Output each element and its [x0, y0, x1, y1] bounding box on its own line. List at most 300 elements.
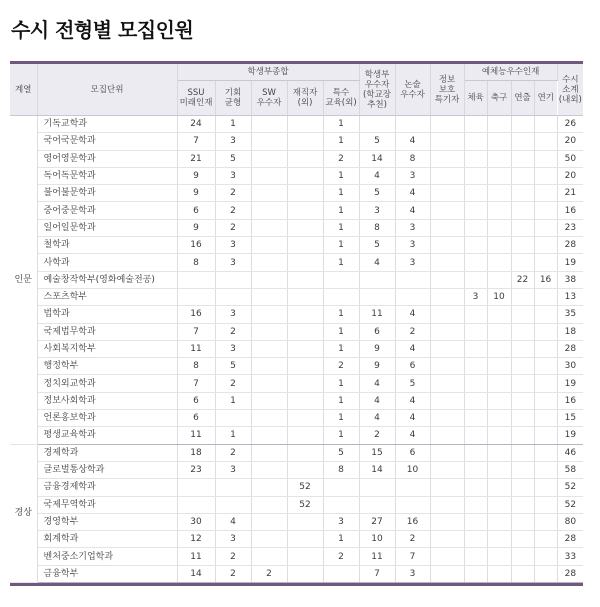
cell-value — [464, 444, 487, 461]
cell-value: 38 — [557, 271, 583, 288]
cell-value — [464, 254, 487, 271]
cell-value: 3 — [215, 531, 251, 548]
cell-value — [430, 513, 464, 530]
cell-value — [464, 565, 487, 582]
cell-value — [487, 185, 511, 202]
cell-value — [511, 288, 534, 305]
cell-value — [464, 133, 487, 150]
cell-value — [251, 271, 287, 288]
cell-value — [251, 219, 287, 236]
cell-value — [215, 496, 251, 513]
cell-value — [430, 288, 464, 305]
cell-value — [251, 150, 287, 167]
cell-value: 5 — [395, 375, 430, 392]
cell-value — [287, 288, 323, 305]
cell-value — [534, 340, 557, 357]
cell-value — [487, 116, 511, 133]
cell-value — [359, 116, 395, 133]
cell-value — [430, 531, 464, 548]
cell-value: 1 — [323, 237, 359, 254]
cell-value: 2 — [359, 427, 395, 444]
cell-value: 10 — [395, 461, 430, 478]
cell-value: 4 — [215, 513, 251, 530]
cell-value — [511, 323, 534, 340]
cell-value — [251, 254, 287, 271]
cell-value — [511, 496, 534, 513]
cell-value — [287, 323, 323, 340]
table-row — [10, 237, 583, 254]
cell-value: 9 — [177, 219, 215, 236]
cell-value: 7 — [359, 565, 395, 582]
cell-value — [287, 392, 323, 409]
cell-value: 16 — [557, 392, 583, 409]
cell-value: 5 — [323, 444, 359, 461]
cell-value — [251, 340, 287, 357]
cell-value — [534, 358, 557, 375]
unit-name: 국어국문학과 — [37, 133, 177, 150]
cell-value: 7 — [395, 548, 430, 565]
cell-value: 18 — [557, 323, 583, 340]
cell-value: 4 — [395, 185, 430, 202]
cell-value — [430, 496, 464, 513]
cell-value: 2 — [215, 375, 251, 392]
cell-value — [511, 150, 534, 167]
cell-value — [430, 219, 464, 236]
cell-value: 21 — [177, 150, 215, 167]
table-row — [10, 513, 583, 530]
header-pe: 체육 — [464, 81, 487, 116]
cell-value: 50 — [557, 150, 583, 167]
cell-value: 8 — [359, 219, 395, 236]
table-row — [10, 479, 583, 496]
cell-value: 4 — [395, 392, 430, 409]
cell-value — [287, 565, 323, 582]
cell-value — [534, 548, 557, 565]
cell-value: 4 — [359, 254, 395, 271]
cell-value — [511, 219, 534, 236]
admissions-table — [10, 64, 583, 583]
cell-value: 2 — [215, 548, 251, 565]
cell-value: 16 — [395, 513, 430, 530]
cell-value — [251, 167, 287, 184]
cell-value: 52 — [287, 479, 323, 496]
cell-value — [287, 306, 323, 323]
cell-value: 1 — [323, 185, 359, 202]
cell-value: 6 — [395, 358, 430, 375]
cell-value — [534, 392, 557, 409]
cell-value — [511, 392, 534, 409]
cell-value — [251, 513, 287, 530]
cell-value — [534, 375, 557, 392]
cell-value — [511, 375, 534, 392]
cell-value — [534, 427, 557, 444]
cell-value — [534, 133, 557, 150]
cell-value: 20 — [557, 167, 583, 184]
cell-value: 4 — [359, 392, 395, 409]
cell-value: 24 — [177, 116, 215, 133]
cell-value: 14 — [359, 461, 395, 478]
cell-value — [464, 461, 487, 478]
cell-value — [251, 496, 287, 513]
cell-value: 2 — [395, 323, 430, 340]
cell-value — [287, 254, 323, 271]
unit-name: 예술창작학부(영화예술전공) — [37, 271, 177, 288]
cell-value — [430, 202, 464, 219]
cell-value — [251, 288, 287, 305]
cell-value: 1 — [323, 133, 359, 150]
cell-value: 22 — [511, 271, 534, 288]
cell-value: 10 — [487, 288, 511, 305]
cell-value: 30 — [557, 358, 583, 375]
cell-value — [464, 479, 487, 496]
table-row — [10, 202, 583, 219]
cell-value — [534, 323, 557, 340]
cell-value: 80 — [557, 513, 583, 530]
cell-value — [251, 202, 287, 219]
cell-value: 1 — [323, 254, 359, 271]
cell-value — [430, 461, 464, 478]
table-row — [10, 219, 583, 236]
cell-value: 1 — [323, 167, 359, 184]
cell-value: 15 — [359, 444, 395, 461]
cell-value — [251, 375, 287, 392]
cell-value — [430, 444, 464, 461]
header-acting: 연기 — [534, 81, 557, 116]
table-row — [10, 323, 583, 340]
cell-value — [323, 288, 359, 305]
cell-value — [395, 479, 430, 496]
cell-value: 1 — [215, 427, 251, 444]
cell-value: 3 — [395, 565, 430, 582]
cell-value — [487, 392, 511, 409]
cell-value — [487, 496, 511, 513]
cell-value: 46 — [557, 444, 583, 461]
cell-value — [511, 479, 534, 496]
cell-value: 11 — [359, 548, 395, 565]
cell-value — [215, 288, 251, 305]
cell-value: 8 — [177, 254, 215, 271]
cell-value: 9 — [177, 167, 215, 184]
cell-value — [430, 392, 464, 409]
cell-value — [464, 271, 487, 288]
table-row — [10, 548, 583, 565]
cell-value — [487, 410, 511, 427]
cell-value — [511, 565, 534, 582]
unit-name: 국제무역학과 — [37, 496, 177, 513]
cell-value — [487, 358, 511, 375]
unit-name: 회계학과 — [37, 531, 177, 548]
cell-value: 19 — [557, 254, 583, 271]
cell-value — [464, 427, 487, 444]
cell-value: 2 — [215, 565, 251, 582]
cell-value: 2 — [395, 531, 430, 548]
cell-value: 12 — [177, 531, 215, 548]
cell-value — [464, 202, 487, 219]
cell-value: 1 — [323, 306, 359, 323]
cell-value — [430, 150, 464, 167]
cell-value: 7 — [177, 375, 215, 392]
cell-value — [511, 427, 534, 444]
cell-value — [511, 444, 534, 461]
page-title: 수시 전형별 모집인원 — [11, 18, 194, 42]
cell-value — [534, 479, 557, 496]
cell-value — [511, 167, 534, 184]
cell-value: 27 — [359, 513, 395, 530]
table-body — [10, 116, 583, 583]
header-essay: 논술 우수자 — [395, 64, 430, 116]
cell-value: 9 — [359, 358, 395, 375]
cell-value: 13 — [557, 288, 583, 305]
cell-value: 8 — [323, 461, 359, 478]
cell-value — [287, 461, 323, 478]
cell-value: 6 — [359, 323, 395, 340]
header-special-education: 특수 교육(외) — [323, 81, 359, 116]
unit-name: 사학과 — [37, 254, 177, 271]
cell-value — [430, 271, 464, 288]
cell-value — [487, 202, 511, 219]
cell-value: 1 — [323, 427, 359, 444]
cell-value — [511, 531, 534, 548]
cell-value — [487, 444, 511, 461]
cell-value: 16 — [557, 202, 583, 219]
cell-value: 2 — [215, 444, 251, 461]
cell-value: 4 — [395, 133, 430, 150]
cell-value — [511, 461, 534, 478]
header-soccer: 축구 — [487, 81, 511, 116]
cell-value: 15 — [557, 410, 583, 427]
cell-value — [464, 167, 487, 184]
cell-value — [511, 306, 534, 323]
cell-value — [177, 496, 215, 513]
cell-value — [487, 150, 511, 167]
cell-value — [464, 531, 487, 548]
cell-value — [464, 323, 487, 340]
cell-value: 26 — [557, 116, 583, 133]
cell-value: 23 — [177, 461, 215, 478]
cell-value: 8 — [395, 150, 430, 167]
cell-value: 28 — [557, 531, 583, 548]
cell-value — [464, 306, 487, 323]
cell-value — [487, 375, 511, 392]
unit-name: 국제법무학과 — [37, 323, 177, 340]
cell-value — [251, 392, 287, 409]
cell-value: 28 — [557, 340, 583, 357]
cell-value: 20 — [557, 133, 583, 150]
cell-value: 1 — [215, 392, 251, 409]
unit-name: 법학과 — [37, 306, 177, 323]
cell-value — [534, 254, 557, 271]
cell-value — [511, 116, 534, 133]
cell-value — [287, 444, 323, 461]
cell-value — [359, 479, 395, 496]
cell-value — [487, 237, 511, 254]
cell-value — [511, 548, 534, 565]
unit-name: 영어영문학과 — [37, 150, 177, 167]
cell-value: 11 — [177, 427, 215, 444]
cell-value: 11 — [177, 340, 215, 357]
cell-value: 2 — [215, 323, 251, 340]
cell-value: 2 — [215, 219, 251, 236]
unit-name: 스포츠학부 — [37, 288, 177, 305]
cell-value — [511, 202, 534, 219]
cell-value: 14 — [359, 150, 395, 167]
cell-value — [287, 133, 323, 150]
cell-value: 5 — [359, 133, 395, 150]
unit-name: 기독교학과 — [37, 116, 177, 133]
table-row — [10, 254, 583, 271]
cell-value — [511, 237, 534, 254]
unit-name: 평생교육학과 — [37, 427, 177, 444]
cell-value — [215, 271, 251, 288]
cell-value — [487, 548, 511, 565]
cell-value — [287, 375, 323, 392]
cell-value — [287, 202, 323, 219]
cell-value — [534, 288, 557, 305]
cell-value — [177, 288, 215, 305]
cell-value — [487, 340, 511, 357]
cell-value — [430, 358, 464, 375]
cell-value — [251, 133, 287, 150]
cell-value — [287, 271, 323, 288]
cell-value: 18 — [177, 444, 215, 461]
table-row — [10, 133, 583, 150]
unit-name: 중어중문학과 — [37, 202, 177, 219]
unit-name: 경제학과 — [37, 444, 177, 461]
cell-value: 52 — [557, 479, 583, 496]
cell-value: 3 — [215, 340, 251, 357]
cell-value: 1 — [323, 340, 359, 357]
cell-value: 30 — [177, 513, 215, 530]
cell-value — [534, 150, 557, 167]
cell-value: 14 — [177, 565, 215, 582]
cell-value: 3 — [359, 202, 395, 219]
cell-value — [464, 375, 487, 392]
cell-value — [430, 133, 464, 150]
cell-value — [177, 271, 215, 288]
cell-value: 52 — [287, 496, 323, 513]
cell-value — [395, 496, 430, 513]
cell-value — [251, 358, 287, 375]
cell-value — [251, 444, 287, 461]
unit-name: 정보사회학과 — [37, 392, 177, 409]
cell-value — [395, 116, 430, 133]
cell-value: 11 — [359, 306, 395, 323]
table-row — [10, 358, 583, 375]
cell-value — [534, 513, 557, 530]
cell-value — [287, 548, 323, 565]
cell-value — [487, 323, 511, 340]
cell-value — [464, 116, 487, 133]
cell-value — [534, 167, 557, 184]
cell-value — [511, 410, 534, 427]
cell-value — [430, 548, 464, 565]
cell-value — [511, 185, 534, 202]
cell-value — [534, 461, 557, 478]
cell-value — [430, 254, 464, 271]
cell-value — [487, 479, 511, 496]
unit-name: 정치외교학과 — [37, 375, 177, 392]
cell-value — [534, 410, 557, 427]
cell-value: 16 — [177, 306, 215, 323]
cell-value — [534, 219, 557, 236]
cell-value — [534, 202, 557, 219]
cell-value: 1 — [323, 202, 359, 219]
cell-value — [323, 496, 359, 513]
cell-value — [487, 271, 511, 288]
header-sw: SW 우수자 — [251, 81, 287, 116]
table-row — [10, 392, 583, 409]
cell-value — [534, 496, 557, 513]
cell-value — [464, 410, 487, 427]
header-arts: 예체능우수인재 — [464, 64, 557, 81]
cell-value — [464, 340, 487, 357]
unit-name: 독어독문학과 — [37, 167, 177, 184]
cell-value: 4 — [359, 375, 395, 392]
cell-value — [534, 185, 557, 202]
cell-value: 4 — [395, 410, 430, 427]
unit-name: 금융학부 — [37, 565, 177, 582]
unit-name: 경영학부 — [37, 513, 177, 530]
cell-value — [251, 531, 287, 548]
cell-value — [487, 565, 511, 582]
cell-value — [251, 479, 287, 496]
cell-value: 1 — [323, 375, 359, 392]
cell-value — [487, 531, 511, 548]
cell-value — [287, 185, 323, 202]
cell-value: 35 — [557, 306, 583, 323]
table-row — [10, 375, 583, 392]
cell-value — [430, 306, 464, 323]
unit-name: 일어일문학과 — [37, 219, 177, 236]
cell-value: 19 — [557, 427, 583, 444]
cell-value — [430, 340, 464, 357]
cell-value: 5 — [359, 237, 395, 254]
cell-value — [511, 133, 534, 150]
cell-value — [323, 271, 359, 288]
cell-value: 58 — [557, 461, 583, 478]
cell-value — [464, 513, 487, 530]
cell-value — [430, 167, 464, 184]
cell-value: 16 — [177, 237, 215, 254]
cell-value — [215, 410, 251, 427]
cell-value — [287, 340, 323, 357]
table-row — [10, 427, 583, 444]
cell-value — [251, 427, 287, 444]
cell-value — [534, 444, 557, 461]
cell-value — [430, 565, 464, 582]
cell-value — [395, 288, 430, 305]
cell-value — [487, 513, 511, 530]
cell-value: 4 — [395, 306, 430, 323]
cell-value: 4 — [359, 410, 395, 427]
header-directing: 연출 — [511, 81, 534, 116]
cell-value — [430, 427, 464, 444]
table-row — [10, 306, 583, 323]
cell-value: 9 — [177, 185, 215, 202]
cell-value — [359, 271, 395, 288]
cell-value — [534, 116, 557, 133]
cell-value: 6 — [177, 392, 215, 409]
cell-value — [287, 410, 323, 427]
cell-value — [323, 479, 359, 496]
cell-value — [177, 479, 215, 496]
cell-value: 9 — [359, 340, 395, 357]
table-row — [10, 531, 583, 548]
cell-value — [287, 150, 323, 167]
table-row — [10, 565, 583, 582]
cell-value: 21 — [557, 185, 583, 202]
cell-value — [464, 219, 487, 236]
